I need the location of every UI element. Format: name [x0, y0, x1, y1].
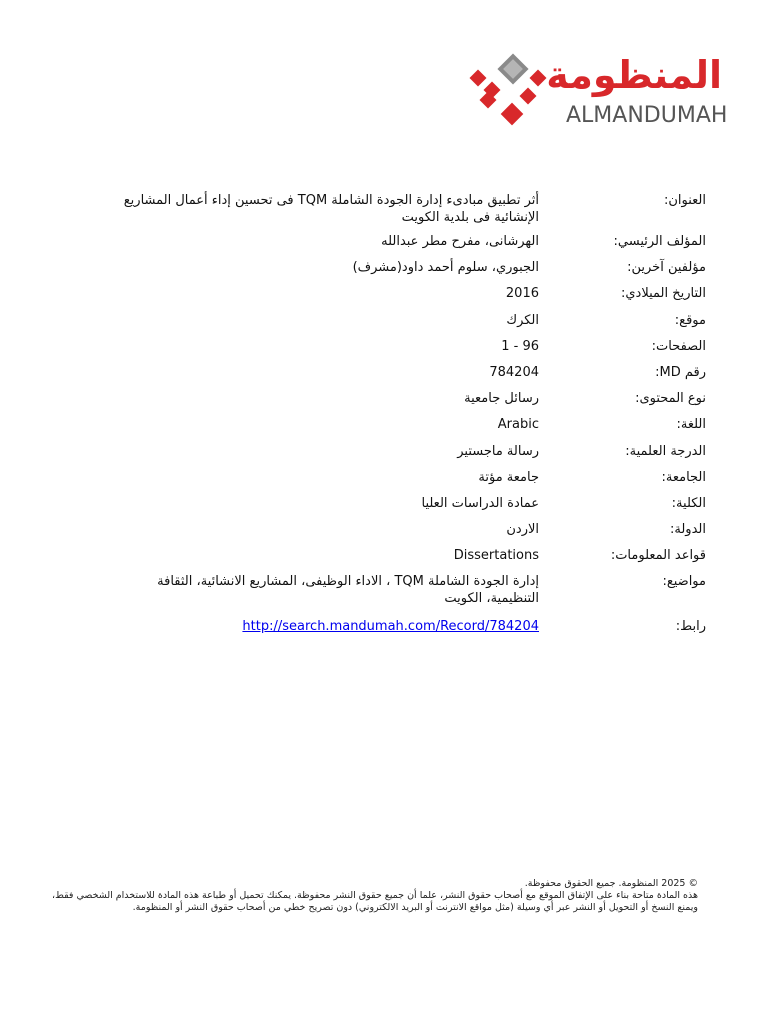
- copyright-footer: [52, 878, 698, 914]
- record-row-language: [40, 416, 706, 442]
- record-row-link: [40, 618, 706, 644]
- record-label: التاريخ الميلادي:: [621, 286, 706, 302]
- record-label: العنوان:: [663, 193, 706, 208]
- record-row-main-author: [40, 233, 706, 259]
- record-label: رقم MD:: [655, 364, 706, 380]
- record-label: مؤلفين آخرين:: [627, 260, 706, 276]
- record-value: Dissertations: [453, 548, 539, 564]
- record-value: رسالة ماجستير: [457, 443, 539, 459]
- record-label: رابط:: [675, 619, 706, 635]
- record-row-subjects: [40, 573, 706, 618]
- record-row-title: [40, 192, 706, 233]
- record-label: الجامعة:: [661, 469, 706, 485]
- record-label: الدرجة العلمية:: [625, 443, 706, 459]
- copyright-notice: هذه المادة متاحة بناء على الإتفاق الموقع مع أصحاب حقوق النشر، علما أن جميع حقوق النشر محفوظة. يمكنك تحميل أو طباعة هذه المادة للاستخدام الشخصي فقط، ويمنع النسخ أو التحويل أو النشر عبر أي وسيلة (مثل مواقع الانترنت أو البريد الالكتروني) دون تصريح خطي من أصحاب حقوق النشر أو المنظومة.: [52, 890, 698, 913]
- record-row-databases: [40, 547, 706, 573]
- record-value: الاردن: [506, 522, 539, 538]
- record-row-content-type: [40, 390, 706, 416]
- record-value: Arabic: [497, 417, 539, 433]
- record-value: أثر تطبيق مبادىء إدارة الجودة الشاملة TQM فى تحسين إداء أعمال المشاريع الإنشائية فى بلدية الكويت: [123, 193, 539, 225]
- record-label: قواعد المعلومات:: [610, 548, 706, 564]
- record-value: 784204: [489, 364, 539, 380]
- record-value: الكرك: [506, 312, 539, 328]
- record-row-degree: [40, 443, 706, 469]
- record-value: الجبوري، سلوم أحمد داود(مشرف): [352, 260, 539, 276]
- record-details: [40, 192, 706, 645]
- record-row-university: [40, 469, 706, 495]
- record-value: عمادة الدراسات العليا: [421, 495, 539, 511]
- record-value: 1 - 96: [501, 338, 539, 354]
- record-row-other-authors: [40, 259, 706, 285]
- record-label: الكلية:: [671, 495, 706, 511]
- copyright-line: © 2025 المنظومة. جميع الحقوق محفوظة.: [524, 878, 698, 889]
- record-row-date: [40, 285, 706, 311]
- record-value: جامعة مؤتة: [478, 469, 539, 485]
- record-label: الدولة:: [670, 522, 706, 538]
- record-label: الصفحات:: [651, 338, 706, 354]
- record-link[interactable]: http://search.mandumah.com/Record/784204: [242, 619, 539, 635]
- record-label: نوع المحتوى:: [635, 391, 706, 407]
- record-label: موقع:: [674, 312, 706, 328]
- record-row-location: [40, 312, 706, 338]
- record-label: مواضيع:: [662, 574, 706, 590]
- record-value: رسائل جامعية: [464, 391, 539, 407]
- record-label: اللغة:: [676, 417, 706, 433]
- logo-arabic-name: المنظومة: [546, 53, 722, 97]
- record-label: المؤلف الرئيسي:: [613, 234, 706, 249]
- record-row-md-number: [40, 364, 706, 390]
- almandumah-logo: [462, 50, 728, 140]
- record-row-country: [40, 521, 706, 547]
- logo-english-name: ALMANDUMAH: [566, 103, 728, 128]
- record-value: الهرشانى، مفرح مطر عبدالله: [381, 234, 539, 249]
- record-value: [104, 618, 539, 635]
- record-row-pages: [40, 338, 706, 364]
- record-value: إدارة الجودة الشاملة TQM ، الاداء الوظيفى، المشاريع الانشائية، الثقافة التنظيمية، الكويت: [157, 574, 539, 607]
- record-value: 2016: [505, 286, 539, 302]
- record-row-faculty: [40, 495, 706, 521]
